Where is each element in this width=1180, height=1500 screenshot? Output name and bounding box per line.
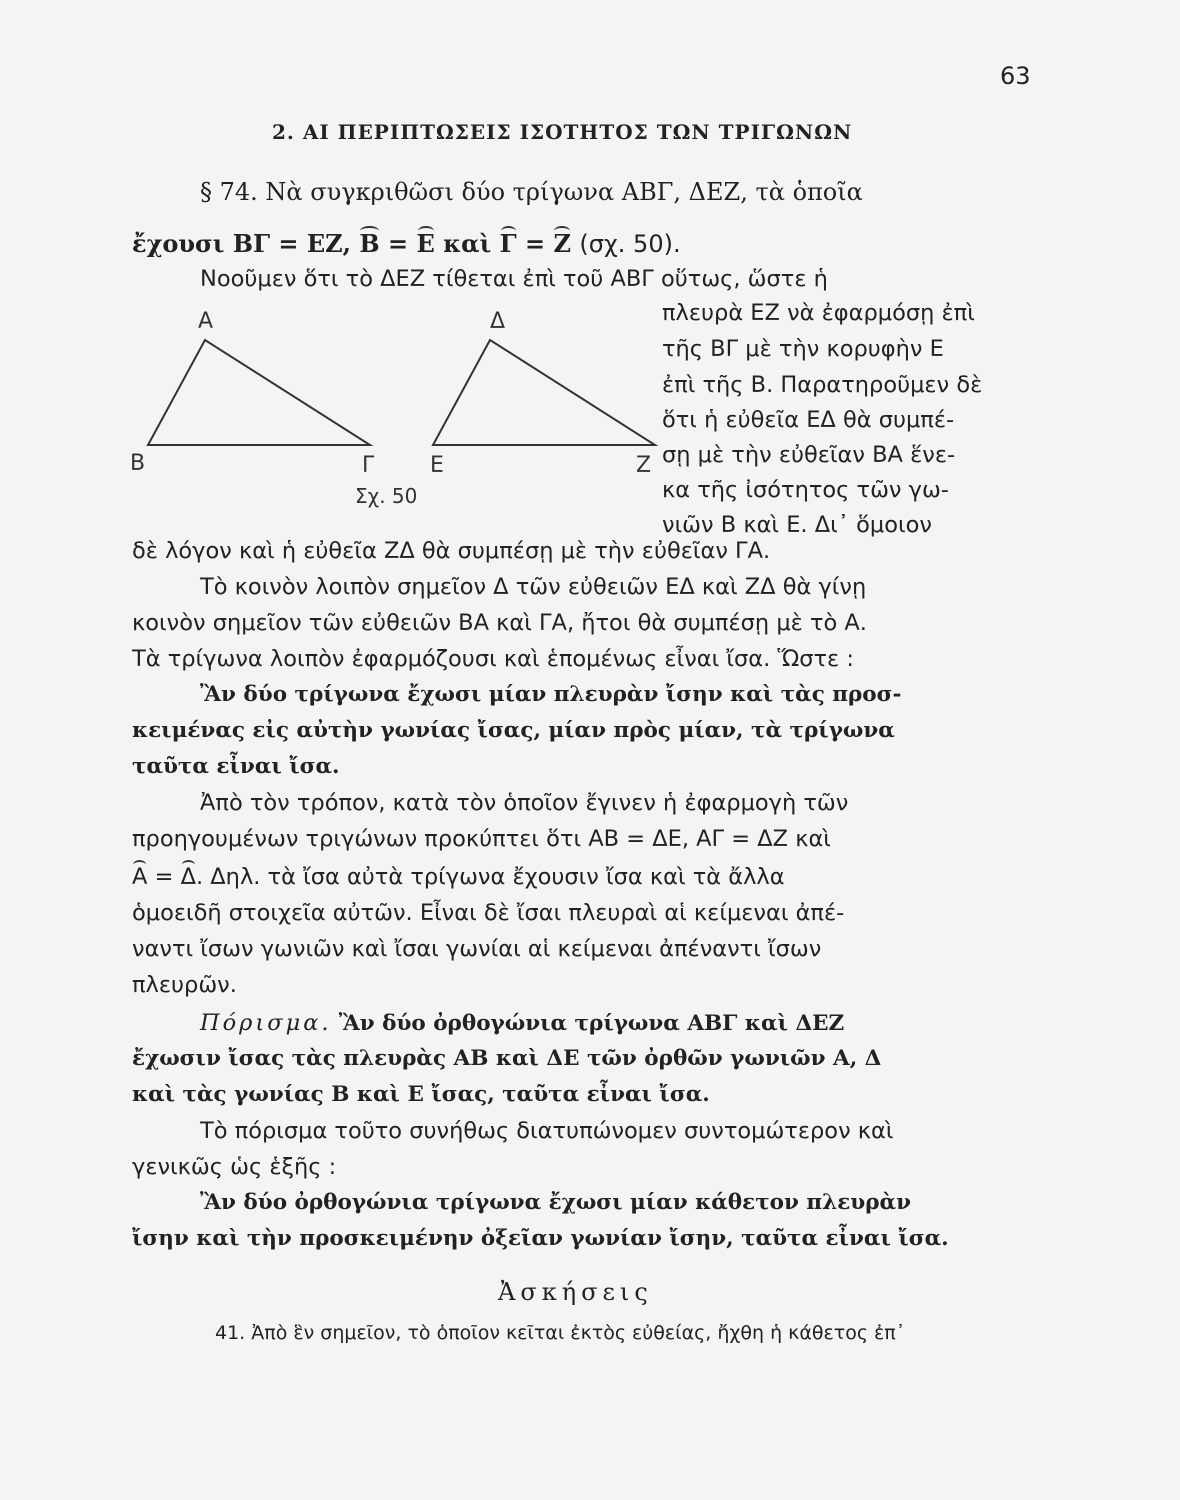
angle-e: Ε: [416, 229, 435, 258]
triangle-abg: [148, 340, 370, 445]
para2-line5: ναντι ἴσων γωνιῶν καὶ ἴσαι γωνίαι αἱ κείμεναι ἀπέναντι ἴσων: [132, 936, 822, 962]
para2-line4: ὁμοειδῆ στοιχεῖα αὐτῶν. Εἶναι δὲ ἴσαι πλευραὶ αἱ κείμεναι ἀπέ-: [132, 900, 845, 926]
para2-line6: πλευρῶν.: [132, 972, 237, 998]
porisma-line2: ἔχωσιν ἴσας τὰς πλευρὰς ΑΒ καὶ ΔΕ τῶν ὀρθῶν γωνιῶν Α, Δ: [132, 1046, 882, 1071]
angle-b: Β: [359, 229, 380, 258]
para74-right2: τῆς ΒΓ μὲ τὴν κορυφὴν Ε: [662, 336, 944, 362]
para74-right7: νιῶν Β καὶ Ε. Δι᾽ ὅμοιον: [662, 512, 932, 538]
label-g: Γ: [362, 453, 375, 478]
theorem2-line2: ἴσην καὶ τὴν προσκειμένην ὀξεῖαν γωνίαν ἴσην, ταῦτα εἶναι ἴσα.: [132, 1226, 949, 1251]
figure-caption: Σχ. 50: [355, 484, 418, 508]
theorem1-line3: ταῦτα εἶναι ἴσα.: [132, 754, 340, 779]
para74-line3: Νοοῦμεν ὅτι τὸ ΔΕΖ τίθεται ἐπὶ τοῦ ΑΒΓ οὕτως, ὥστε ἡ: [200, 266, 828, 292]
para3-line2: γενικῶς ὡς ἑξῆς :: [132, 1154, 337, 1180]
para3-line1: Τὸ πόρισμα τοῦτο συνήθως διατυπώνομεν συντομώτερον καὶ: [200, 1118, 894, 1144]
angle-a: Α: [132, 864, 148, 890]
para74-line1: § 74. Νὰ συγκριθῶσι δύο τρίγωνα ΑΒΓ, ΔΕΖ, τὰ ὁποῖα: [200, 178, 863, 206]
porisma-label: Πόρισμα.: [200, 1010, 332, 1036]
page-number: 63: [1000, 62, 1031, 90]
para74-line4: δὲ λόγον καὶ ἡ εὐθεῖα ΖΔ θὰ συμπέσῃ μὲ τὴν εὐθεῖαν ΓΑ.: [132, 538, 771, 564]
label-e: Ε: [430, 453, 444, 478]
para74-line5: Τὸ κοινὸν λοιπὸν σημεῖον Δ τῶν εὐθειῶν ΕΔ καὶ ΖΔ θὰ γίνῃ: [200, 574, 867, 600]
theorem2-line1: Ἂν δύο ὀρθογώνια τρίγωνα ἔχωσι μίαν κάθετον πλευρὰν: [200, 1190, 911, 1215]
para2-line1: Ἀπὸ τὸν τρόπον, κατὰ τὸν ὁποῖον ἔγινεν ἡ ἐφαρμογὴ τῶν: [200, 790, 849, 816]
porisma-line1: Πόρισμα. Ἂν δύο ὀρθογώνια τρίγωνα ΑΒΓ καὶ ΔΕΖ: [200, 1010, 845, 1036]
label-d: Δ: [490, 309, 506, 334]
label-a: Α: [198, 309, 214, 334]
para2-line2: προηγουμένων τριγώνων προκύπτει ὅτι ΑΒ = ΔΕ, ΑΓ = ΔΖ καὶ: [132, 826, 831, 852]
figure-50: [130, 300, 660, 520]
exercise-41: 41. Ἀπὸ ἓν σημεῖον, τὸ ὁποῖον κεῖται ἐκτὸς εὐθείας, ἤχθη ἡ κάθετος ἐπ᾽: [215, 1322, 906, 1344]
exercises-heading: Ἀσκήσεις: [498, 1278, 653, 1306]
para74-line2: ἔχουσι ΒΓ = ΕΖ, Β = Ε καὶ Γ = Ζ (σχ. 50).: [132, 229, 681, 258]
porisma-line3: καὶ τὰς γωνίας Β καὶ Ε ἴσας, ταῦτα εἶναι ἴσα.: [132, 1082, 710, 1107]
angle-d: Δ: [180, 864, 196, 890]
para74-right6: κα τῆς ἰσότητος τῶν γω-: [662, 477, 949, 503]
triangle-dez: [433, 340, 655, 445]
label-z: Ζ: [636, 453, 652, 478]
para74-line6: κοινὸν σημεῖον τῶν εὐθειῶν ΒΑ καὶ ΓΑ, ἤτοι θὰ συμπέσῃ μὲ τὸ Α.: [132, 610, 867, 636]
label-b: Β: [130, 451, 146, 476]
angle-g: Γ: [499, 229, 517, 258]
angle-z: Ζ: [553, 229, 571, 258]
para74-right3: ἐπὶ τῆς Β. Παρατηροῦμεν δὲ: [662, 372, 983, 398]
para74-right1: πλευρὰ ΕΖ νὰ ἐφαρμόσῃ ἐπὶ: [662, 300, 975, 326]
para74-right4: ὅτι ἡ εὐθεῖα ΕΔ θὰ συμπέ-: [662, 407, 955, 433]
para74-right5: σῃ μὲ τὴν εὐθεῖαν ΒΑ ἕνε-: [662, 442, 956, 468]
section-title: 2. ΑΙ ΠΕΡΙΠΤΩΣΕΙΣ ΙΣΟΤΗΤΟΣ ΤΩΝ ΤΡΙΓΩΝΩΝ: [272, 120, 853, 144]
theorem1-line1: Ἂν δύο τρίγωνα ἔχωσι μίαν πλευρὰν ἴσην καὶ τὰς προσ-: [200, 682, 902, 707]
para74-line7: Τὰ τρίγωνα λοιπὸν ἐφαρμόζουσι καὶ ἑπομένως εἶναι ἴσα. Ὥστε :: [132, 646, 854, 672]
para2-line3: Α = Δ. Δηλ. τὰ ἴσα αὐτὰ τρίγωνα ἔχουσιν ἴσα καὶ τὰ ἄλλα: [132, 864, 785, 890]
theorem1-line2: κειμένας εἰς αὐτὴν γωνίας ἴσας, μίαν πρὸς μίαν, τὰ τρίγωνα: [132, 718, 895, 743]
